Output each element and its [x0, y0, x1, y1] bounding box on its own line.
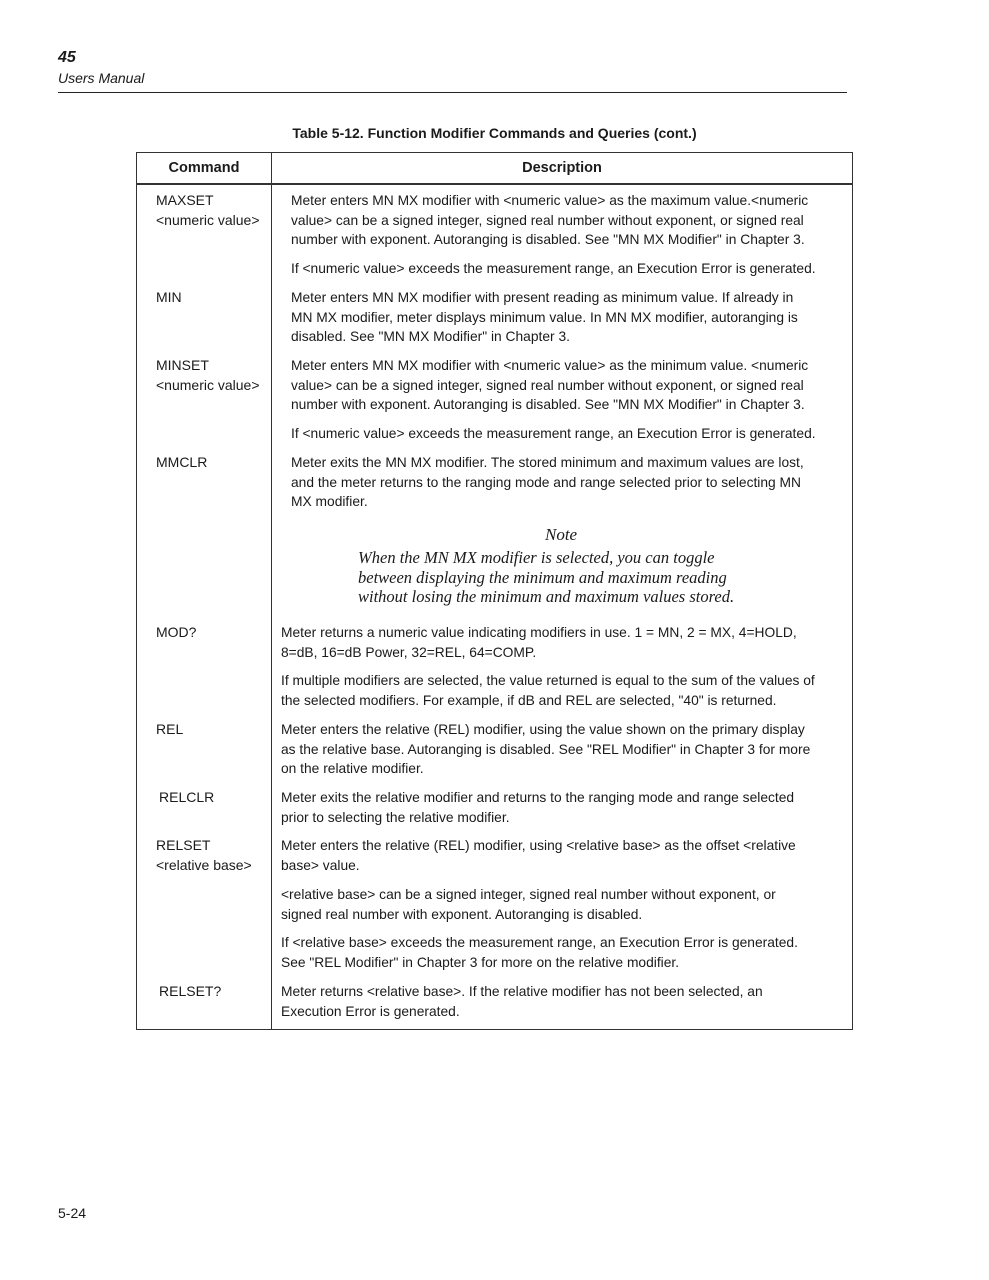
description-line: If <relative base> exceeds the measurement range, an Execution Error is generated.	[281, 935, 798, 950]
command-name: MIN	[156, 289, 182, 305]
command-table	[136, 152, 853, 1030]
description-line: disabled. See "MN MX Modifier" in Chapter 3.	[291, 329, 570, 344]
command-name: MMCLR	[156, 454, 208, 470]
header-rule	[58, 92, 847, 93]
description-line: Meter enters MN MX modifier with present reading as minimum value. If already in	[291, 290, 794, 305]
description-cell	[281, 982, 763, 1021]
description-cell	[281, 720, 810, 779]
description-line: signed real number with exponent. Autoranging is disabled.	[281, 906, 643, 922]
description-line: base> value.	[281, 857, 360, 873]
description-cell	[291, 288, 798, 347]
description-cell	[291, 424, 816, 444]
command-cell	[156, 356, 260, 395]
description-line: Meter returns a numeric value indicating modifiers in use. 1 = MN, 2 = MX, 4=HOLD,	[281, 625, 797, 640]
command-argument: <numeric value>	[156, 376, 260, 393]
command-cell	[156, 623, 196, 643]
description-line: 8=dB, 16=dB Power, 32=REL, 64=COMP.	[281, 644, 537, 660]
description-line: prior to selecting the relative modifier.	[281, 809, 510, 825]
manual-model-number: 45	[58, 49, 76, 66]
description-line: If <numeric value> exceeds the measurement range, an Execution Error is generated.	[291, 261, 816, 276]
column-header-description: Description	[522, 160, 602, 176]
description-line: value> can be a signed integer, signed real number without exponent, or signed real	[291, 212, 804, 228]
command-name: MAXSET	[156, 192, 214, 208]
column-divider	[271, 153, 272, 1029]
table-title: Table 5-12. Function Modifier Commands and Queries (cont.)	[292, 125, 697, 141]
command-cell	[156, 191, 260, 230]
command-cell	[156, 720, 183, 740]
page-number: 5-24	[58, 1205, 87, 1221]
command-name: RELSET?	[159, 983, 222, 999]
command-name: RELSET	[156, 837, 211, 853]
description-cell	[281, 788, 794, 827]
command-name: REL	[156, 721, 184, 737]
description-line: Execution Error is generated.	[281, 1003, 460, 1019]
description-cell	[281, 836, 796, 875]
note-line: between displaying the minimum and maximum reading	[358, 567, 727, 587]
description-line: MX modifier.	[291, 494, 368, 509]
description-line: Meter enters MN MX modifier with <numeric value> as the maximum value.<numeric	[291, 193, 809, 208]
command-name: MOD?	[156, 624, 197, 640]
note-line: When the MN MX modifier is selected, you can toggle	[358, 548, 715, 567]
description-cell	[291, 259, 816, 279]
description-line: Meter returns <relative base>. If the relative modifier has not been selected, an	[281, 984, 763, 999]
description-cell	[291, 356, 808, 415]
description-line: and the meter returns to the ranging mode and range selected prior to selecting MN	[291, 474, 802, 490]
description-cell	[281, 671, 815, 710]
description-line: If <numeric value> exceeds the measurement range, an Execution Error is generated.	[291, 426, 816, 441]
description-line: value> can be a signed integer, signed real number without exponent, or signed real	[291, 377, 804, 393]
command-argument: <relative base>	[156, 856, 252, 873]
description-line: Meter enters the relative (REL) modifier, using <relative base> as the offset <relative	[281, 838, 796, 853]
description-line: on the relative modifier.	[281, 761, 424, 776]
command-argument: <numeric value>	[156, 211, 260, 228]
description-line: <relative base> can be a signed integer, signed real number without exponent, or	[281, 887, 776, 902]
command-name: RELCLR	[159, 789, 215, 805]
command-cell	[159, 982, 221, 1002]
description-line: MN MX modifier, meter displays minimum value. In MN MX modifier, autoranging is	[291, 309, 798, 325]
description-line: the selected modifiers. For example, if dB and REL are selected, "40" is returned.	[281, 692, 777, 708]
command-cell	[156, 453, 207, 473]
description-line: Meter enters the relative (REL) modifier, using the value shown on the primary display	[281, 722, 805, 737]
description-line: See "REL Modifier" in Chapter 3 for more on the relative modifier.	[281, 954, 680, 970]
description-line: as the relative base. Autoranging is disabled. See "REL Modifier" in Chapter 3 for more	[281, 741, 811, 757]
column-header-command: Command	[168, 160, 240, 176]
description-line: Meter exits the MN MX modifier. The stored minimum and maximum values are lost,	[291, 455, 804, 470]
description-line: Meter enters MN MX modifier with <numeric value> as the minimum value. <numeric	[291, 358, 809, 373]
description-line: If multiple modifiers are selected, the value returned is equal to the sum of the values of	[281, 673, 815, 688]
description-line: Meter exits the relative modifier and returns to the ranging mode and range selected	[281, 790, 795, 805]
header-rule-double	[137, 183, 852, 185]
command-cell	[159, 788, 214, 808]
description-line: number with exponent. Autoranging is disabled. See "MN MX Modifier" in Chapter 3.	[291, 397, 805, 412]
note-body	[358, 548, 734, 607]
command-cell	[156, 288, 182, 308]
description-line: number with exponent. Autoranging is disabled. See "MN MX Modifier" in Chapter 3.	[291, 232, 805, 247]
description-cell	[281, 933, 798, 972]
manual-title: Users Manual	[58, 70, 145, 86]
description-cell	[281, 885, 776, 924]
command-name: MINSET	[156, 357, 209, 373]
command-cell	[156, 836, 252, 875]
description-cell	[291, 191, 808, 250]
note-title: Note	[545, 525, 578, 544]
note-line: without losing the minimum and maximum values stored.	[358, 587, 735, 607]
description-cell	[281, 623, 797, 662]
description-cell	[291, 453, 804, 512]
